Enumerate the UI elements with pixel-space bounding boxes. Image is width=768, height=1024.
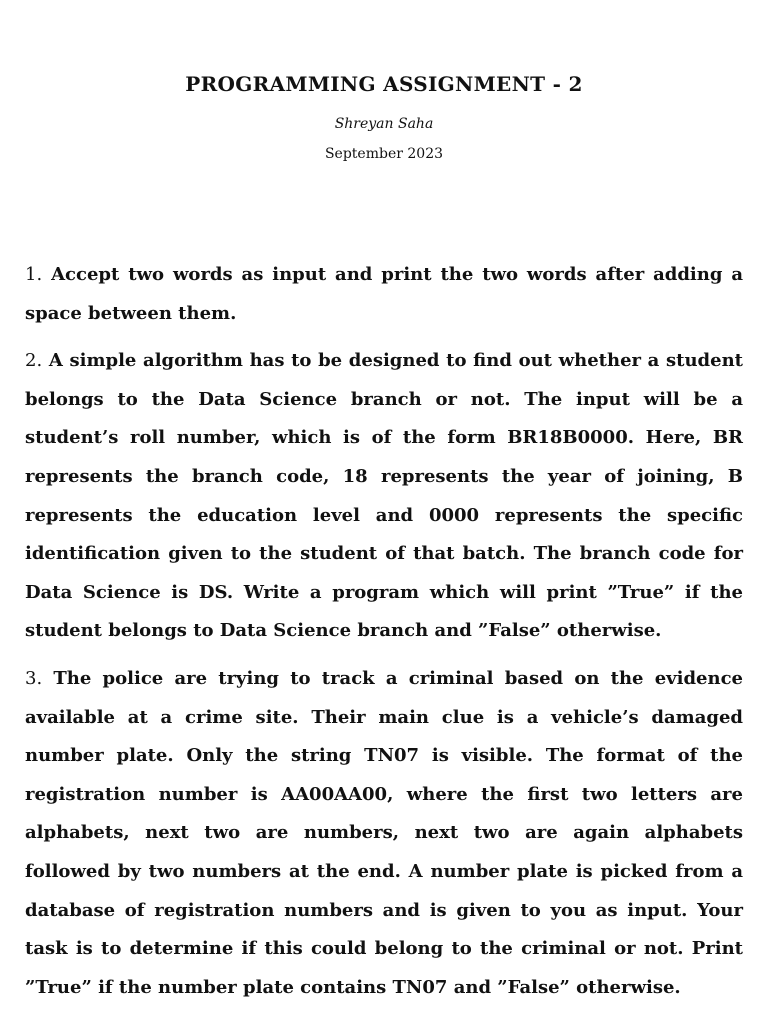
document-title: PROGRAMMING ASSIGNMENT - 2 xyxy=(185,72,583,96)
question-3-text: The police are trying to track a criminal based on the evidence available at a crime site. Their main clue is a vehicle’s damaged number plate. Only the string TN07 is visible. The format of the registration number is AA00AA00, where the first two letters are alphabets, next two are numbers, next two are again alphabets followed by two numbers at the end. A number plate is picked from a database of registration numbers and is given to you as input. Your task is to determine if this could belong to the criminal or not. Print ”True” if the number plate contains TN07 and ”False” otherwise. xyxy=(25,667,743,998)
question-2-text: A simple algorithm has to be designed to find out whether a student belongs to the Data Science branch or not. The input will be a student’s roll number, which is of the form BR18B0000. Here, BR represents the branch code, 18 represents the year of joining, B represents the education level and 0000 represents the specific identification given to the student of that batch. The branch code for Data Science is DS. Write a program which will print ”True” if the student belongs to Data Science branch and ”False” otherwise. xyxy=(25,350,743,642)
question-1-number: 1. xyxy=(25,264,43,285)
question-list xyxy=(25,256,743,1016)
question-1 xyxy=(25,256,743,333)
question-3-number: 3. xyxy=(25,667,43,689)
question-2 xyxy=(25,342,743,651)
document-date: September 2023 xyxy=(324,146,444,162)
question-3 xyxy=(25,660,743,1007)
question-2-number: 2. xyxy=(25,350,43,372)
question-1-text: Accept two words as input and print the two words after adding a space between them. xyxy=(25,264,743,324)
document-author: Shreyan Saha xyxy=(334,116,434,132)
